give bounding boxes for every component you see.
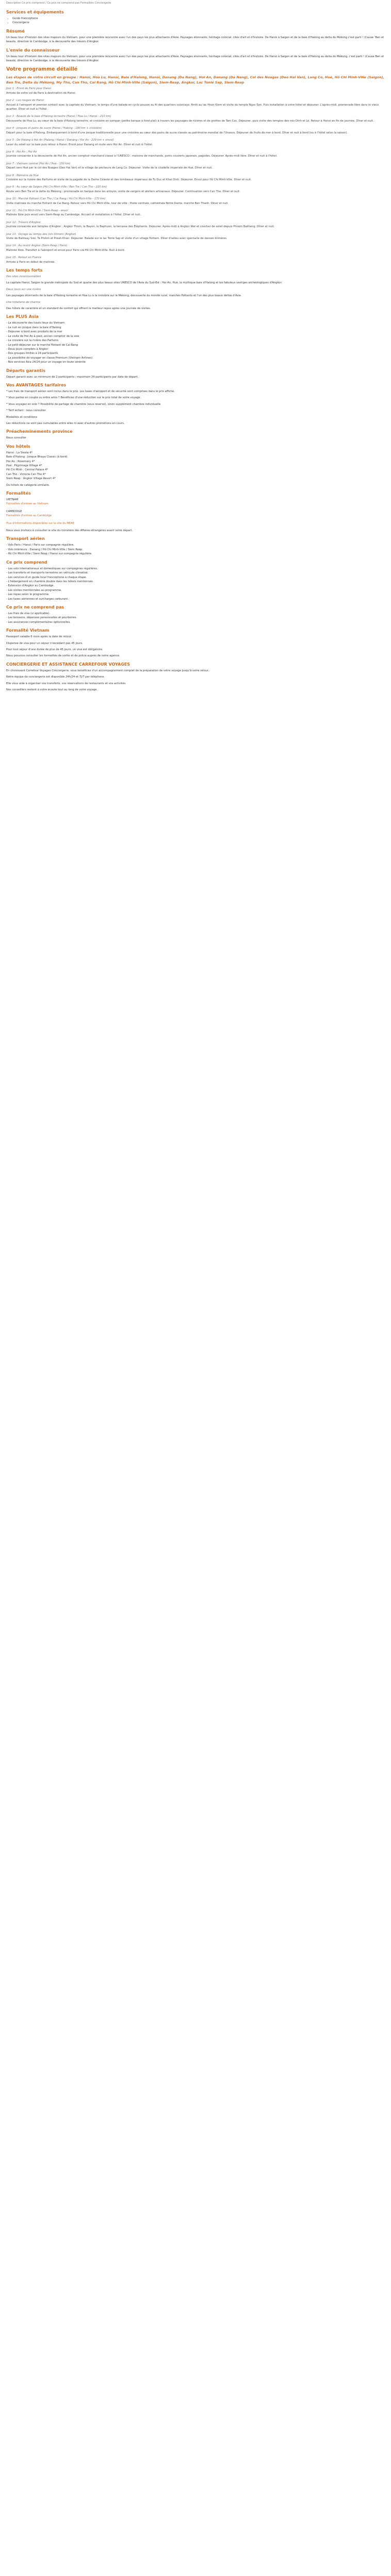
day-head: Jour 4 : Jonques et pains de sucre (Hanoi / Halong - 190 km + croisière) — [6, 127, 102, 130]
services-list — [6, 16, 385, 25]
hotels-list — [6, 451, 385, 481]
list-item: - Les boissons, dépenses personnelles et pourboires. — [6, 616, 385, 620]
formalites-link[interactable]: Plus d'informations disponibles sur le site du MEAE — [6, 521, 75, 525]
formalites-label: VIETNAM — [6, 498, 19, 502]
day-body: Visite de Banteay Srei, Ta Prohm et Preah Khan. Déjeuner. Balade sur le lac Tonlé Sap et visite d'un village flottant. Dîner d'adieu avec spectacle de danses khmères. — [6, 237, 227, 240]
envie-text: Un beau tour d'horizon des sites majeurs du Vietnam, pour une première rencontre avec l'un des pays les plus attachants d'Asie. Paysages étonnants, héritage colonial, cités d'art et d'histoire. De Hanoi à Saigon et de la baie d'Halong au delta du Mékong, c'est parti ! (Cause Ben et beauté, direction le Cambodge, à la découverte des trésors d'Angkor. — [6, 55, 384, 63]
formalites-link[interactable]: Formalités d'entrée au Cambodge — [6, 514, 52, 518]
day-item — [6, 162, 385, 171]
day-head: Jour 2 : Les rouges de Hanoi — [6, 99, 44, 103]
formalites-link[interactable]: Formalités d'entrée au Vietnam — [6, 502, 48, 506]
avantages-title: Vos AVANTAGES tarifaires — [6, 382, 67, 387]
temps-forts-title: Les temps forts — [6, 268, 43, 273]
formalites2-title: Formalité Vietnam — [6, 628, 50, 633]
list-item: - Déjeuner à bord avec produits de la mer — [6, 330, 385, 334]
list-item: - Les repas selon le programme. — [6, 592, 385, 597]
prechemin-text: Nous consulter — [6, 436, 26, 440]
day-item — [6, 138, 385, 147]
day-body: Matinée libre. Transfert à l'aéroport et envol pour Paris via Hô Chi Minh-Ville. Nuit à bord. — [6, 248, 125, 252]
resume-title: Résumé — [6, 28, 25, 33]
breadcrumb[interactable]: Description Ce prix comprend / Ce prix ne comprend pas Formalités Conciergerie — [6, 2, 111, 5]
list-item: - Nos services Asia 24/24 pour un voyage en toute sérénité — [6, 360, 385, 364]
day-item — [6, 244, 385, 252]
day-body: Route vers Ben Tre et le delta du Mékong : promenade en barque dans les arroyos, visite de vergers et ateliers artisanaux. Déjeuner. Continuation vers Can Tho. Dîner et nuit. — [6, 190, 240, 193]
conciergerie-p: Nos conseillers restent à votre écoute tout au long de votre voyage. — [6, 688, 98, 691]
prechemin-title: Préacheminements province — [6, 429, 73, 434]
transport-title: Transport aérien — [6, 536, 45, 541]
formalites-note: Nous vous invitons à consulter le site du ministère des Affaires étrangères avant votre départ. — [6, 529, 133, 533]
conciergerie-p: Notre équipe de conciergerie est disponible 24h/24 et 7j/7 par téléphone. — [6, 675, 105, 679]
day-head: Jour 11 : Hô Chi Minh-Ville / Siem-Reap - envol — [6, 209, 68, 212]
list-item: Hué : Pilgrimage Village 4* — [6, 464, 42, 467]
ne-comprend-pas-title: Ce prix ne comprend pas — [6, 604, 64, 609]
avantages-p: * Tarif enfant : nous consulter. — [6, 409, 47, 413]
day-item — [6, 221, 385, 229]
day-head: Jour 12 : Trésors d'Angkor — [6, 221, 41, 224]
list-item: - Les assurances complémentaires optionnelles. — [6, 620, 385, 624]
temps-forts-p: Des sites incontournables — [6, 275, 41, 279]
temps-forts-p: Les paysages étonnants de la baie d'Halong terrestre et Hoa Lu à la croisière sur le Mékong, découverte du monde rural, marchés flottants et l'un des plus beaux deltas d'Asie. — [6, 294, 242, 298]
day-head: Jour 5 : De Halong à Hoi An (Halong / Hanoi / Danang / Hoi An - 220 km + envol) — [6, 139, 114, 142]
formalites2-p: Nous pouvons consulter les formalités de sortie et de police auprès de notre agence. — [6, 654, 120, 658]
list-item: Can Tho : Victoria Can Tho 4* — [6, 472, 46, 476]
les-plus-list — [6, 321, 385, 364]
envie-title: L'envie du connaisseur — [6, 47, 60, 53]
programme-title: Votre programme détaillé — [6, 66, 78, 73]
departs-text: Départ garanti avec un minimum de 2 participants ; maximum 24 participants par date de départ. — [6, 375, 139, 379]
day-head: Jour 13 : Voyage au temps des rois khmers (Angkor) — [6, 232, 76, 236]
list-item: - Hô Chi Minh-Ville / Siem Reap / Hanoi sur compagnie régulière. — [6, 552, 385, 556]
day-body: Départ vers Hué par le col des Nuages (Deo Hai Van) et le village de pêcheurs de Lang Co. Déjeuner. Visite de la citadelle impériale de Hué. Dîner et nuit. — [6, 166, 213, 170]
formalites2-p: Pour tout séjour d'une durée de plus de 45 jours, un visa est obligatoire. — [6, 648, 103, 651]
list-item: • Guide francophone — [12, 16, 385, 21]
formalites-item — [6, 498, 385, 506]
temps-forts-p: Deux jours sur une rivière — [6, 287, 41, 291]
services-title: Services et équipements — [6, 10, 64, 14]
programme-days — [6, 87, 385, 264]
page — [0, 0, 391, 700]
day-head: Jour 7 : Vietnam central (Hoi An / Hué - 150 km) — [6, 162, 71, 165]
ne-comprend-pas-list — [6, 612, 385, 624]
day-body: Arrivée de votre vol de Paris à destination de Hanoi. — [6, 91, 76, 95]
list-item: Siem Reap : Angkor Village Resort 4* — [6, 477, 56, 481]
day-head: Jour 14 : Au revoir Angkor (Siem Reap / Paris) — [6, 244, 68, 248]
day-head: Jour 9 : Au cœur de Saigon (Hô Chi Minh-Ville / Ben Tre / Can Tho - 220 km) — [6, 185, 107, 189]
list-item: - La nuit en jonque dans la baie d'Halong — [6, 326, 385, 330]
list-item: - Vols intérieurs : Danang / Hô Chi Minh-Ville / Siem Reap. — [6, 548, 385, 552]
day-head: Jour 8 : Mémoire de Hué — [6, 174, 39, 177]
day-item — [6, 98, 385, 111]
list-item: - Extension d'Angkor au Cambodge. — [6, 584, 385, 588]
formalites2-p: Passeport valable 6 mois après la date de retour. — [6, 635, 72, 639]
list-item: - Les vols internationaux et domestiques sur compagnies régulières. — [6, 567, 385, 571]
comprend-title: Ce prix comprend — [6, 560, 47, 565]
departs-title: Départs garantis — [6, 368, 45, 373]
temps-forts-p: Une hôtellerie de charme — [6, 300, 40, 304]
list-item: - La visite de Hoi An à pied, ancien comptoir de la soie — [6, 334, 385, 338]
day-body: Accueil à l'aéroport et premier contact avec la capitale du Vietnam, le temps d'une balade en cyclo pousse au fil des quartiers coloniaux. Arrêt au lac Hoan Kiem et visite du temple Ngoc Son. Puis installation à votre hôtel et déjeuner. L'après-midi, promenade libre dans le vieux quartier. Dîner et nuit à l'hôtel. — [6, 103, 379, 111]
formalites-item — [6, 521, 385, 526]
list-item: - Les visites mentionnées au programme. — [6, 588, 385, 592]
programme-highlight: Les étapes de votre circuit en groupe : Hanoï, Hoa Lu, Hanoï, Baie d'Halong, Hanoï, Danang (Da Nang), Hoi An, Danang (Da Nang), Col des Nuages (Deo Hai Van), Lang Co, Hué, Hô Chi Minh-Ville (Saigon), Ben Tre, Delta du Mékong, My Tho, Can Tho, Cai Rang, Hô Chi Minh-Ville (Saigon), Siem-Reap, Angkor, Lac Tonlé Sap, Siem-Reap — [6, 75, 385, 85]
hotels-title: Vos hôtels — [6, 444, 30, 449]
list-item: Hanoi : La Siesta 4* — [6, 451, 33, 454]
formalites2-p: Dispense de visa pour un séjour n'excédant pas 45 jours. — [6, 641, 83, 645]
day-item — [6, 232, 385, 241]
conciergerie-title: CONCIERGERIE ET ASSISTANCE CARREFOUR VOYAGES — [6, 662, 131, 667]
formalites-title: Formalités — [6, 491, 31, 496]
list-item: - La croisière sur la rivière des Parfums — [6, 338, 385, 343]
day-body: Journée consacrée à la découverte de Hoi An, ancien comptoir marchand classé à l'UNESCO : maisons de marchands, ponts couverts japonais, pagodes. Déjeuner. Après-midi libre. Dîner et nuit à l'hôtel. — [6, 155, 278, 158]
day-body: Lever du soleil sur la baie puis retour à Hanoi. Envol pour Danang et route vers Hoi An. Dîner et nuit à l'hôtel. — [6, 143, 153, 146]
list-item: Hoi An : Rosemary 4* — [6, 460, 35, 463]
list-item: - Des groupes limités à 24 participants — [6, 351, 385, 355]
day-item — [6, 150, 385, 159]
avantages-p: Les réductions ne sont pas cumulables entre elles ni avec d'autres promotions en cours. — [6, 421, 125, 425]
day-head: Jour 3 : Beauté de la baie d'Halong terrestre (Hanoi / Hoa Lu / Hanoi - 210 km) — [6, 115, 111, 118]
day-item — [6, 114, 385, 123]
day-item — [6, 209, 385, 217]
conciergerie-p: En choisissant Carrefour Voyages Conciergerie, vous bénéficiez d'un accompagnement complet de la préparation de votre voyage jusqu'à votre retour. — [6, 669, 209, 672]
day-body: Départ pour la baie d'Halong. Embarquement à bord d'une jonque traditionnelle pour une croisière au cœur des pains de sucre classés au patrimoine mondial de l'Unesco. Déjeuner de fruits de mer à bord. Dîner et nuit à bord (ou à l'hôtel selon la saison). — [6, 131, 348, 134]
avantages-p: * Les frais de transport aérien sont inclus dans le prix. Les taxes d'aéroport et de sécurité sont comprises dans le prix affiché. — [6, 389, 175, 393]
temps-forts-p: La capitale Hanoi, Saigon la grande métropole du Sud et quatre des plus beaux sites UNESCO de l'Asie du Sud-Est : Hoi An, Hué, la mythique baie d'Halong et les fabuleux vestiges archéologiques d'Angkor. — [6, 281, 282, 285]
day-body: Visite matinale du marché flottant de Cai Rang. Retour vers Hô Chi Minh-Ville, tour de ville : Poste centrale, cathédrale Notre-Dame, marché Ben Thanh. Dîner et nuit. — [6, 201, 229, 205]
list-item: - Deux jours complets à Angkor — [6, 347, 385, 351]
list-item: Hô Chi Minh : Central Palace 4* — [6, 468, 48, 472]
list-item: - Les frais de visa (si applicable). — [6, 612, 385, 616]
list-item: - Les taxes aériennes et surcharges carburant. — [6, 597, 385, 601]
resume-text: Un beau tour d'horizon des sites majeurs du Vietnam, pour une première rencontre avec l'un des pays les plus attachants d'Asie. Paysages étonnants, héritage colonial, cités d'art et d'histoire. De Hanoi à Saigon et de la baie d'Halong au delta du Mékong c'est parti ! (Cause ‘Ben et beaute, direction le Cambodge, à la découverte des trésors d'Angkor. — [6, 36, 384, 44]
day-item — [6, 174, 385, 182]
list-item: - Les transferts et transports terrestres en véhicule climatisé. — [6, 571, 385, 575]
day-head: Jour 10 : Marché flottant (Can Tho / Cai Rang / Hô Chi Minh-Ville - 170 km) — [6, 197, 106, 201]
avantages-p: * Vous voyagez en solo ? Possibilité de partage de chambre (sous réserve), sinon supplément chambre individuelle. — [6, 402, 161, 406]
day-item — [6, 256, 385, 264]
day-item — [6, 87, 385, 95]
list-item: - Le petit-déjeuner sur le marché flottant de Cai Rang — [6, 343, 385, 347]
hotels-note: Ou hôtels de catégorie similaire. — [6, 483, 50, 487]
list-item: • Conciergerie — [12, 21, 385, 25]
day-body: Journée consacrée aux temples d'Angkor : Angkor Thom, le Bayon, le Baphuon, la terrasse des Éléphants. Déjeuner. Après-midi à Angkor Wat et coucher de soleil depuis Phnom Bakheng. Dîner et nuit. — [6, 225, 275, 229]
transport-list — [6, 543, 385, 556]
day-item — [6, 185, 385, 194]
comprend-list — [6, 567, 385, 601]
day-body: Découverte de Hoa Lu, au cœur de la baie d'Halong terrestre, et croisière en sampan (petite barque à fond plat) à travers les paysages de rizières et de grottes de Tam Coc. Déjeuner, puis visite des temples des rois Dinh et Lê. Retour à Hanoi en fin de journée. Dîner et nuit. — [6, 119, 374, 123]
list-item: - La possibilité de voyager en classe Premium (Vietnam Airlines) — [6, 356, 385, 360]
conciergerie-p: Elle vous aide à organiser vos transferts, vos réservations de restaurants et vos activités. — [6, 682, 126, 685]
avantages-p: * Vous partez en couple ou entre amis ? Bénéficiez d'une réduction sur le prix total de votre voyage. — [6, 396, 141, 400]
day-body: Arrivée à Paris en début de matinée. — [6, 260, 56, 264]
list-item: Baie d'Halong : Jonque Bhaya Classic (à bord) — [6, 455, 68, 459]
day-body: Croisière sur la rivière des Parfums et visite de la pagode de la Dame Céleste et des tombeaux impériaux de Tu Duc et Khai Dinh. Déjeuner. Envol pour Hô Chi Minh-Ville. Dîner et nuit. — [6, 178, 252, 181]
day-body: Matinée libre puis envol vers Siem-Reap au Cambodge. Accueil et installation à l'hôtel. Dîner et nuit. — [6, 213, 141, 217]
formalites-item — [6, 510, 385, 518]
avantages-p: Modalités et conditions — [6, 415, 38, 419]
day-head: Jour 6 : Hoi An : Hoi An — [6, 150, 37, 154]
formalites-label: CAMBODGE — [6, 510, 22, 513]
list-item: - Vols Paris / Hanoi / Paris sur compagnie régulière. — [6, 543, 385, 547]
day-head: Jour 15 : Retour en France — [6, 256, 42, 260]
list-item: - La découverte des hauts lieux du Vietnam — [6, 321, 385, 325]
les-plus-title: Les PLUS Asia — [6, 314, 39, 319]
list-item: - Les services d'un guide local francophone à chaque étape. — [6, 575, 385, 580]
day-head: Jour 1 : Envol de Paris pour Hanoi — [6, 87, 51, 91]
list-item: - L'hébergement en chambre double dans les hôtels mentionnés. — [6, 580, 385, 584]
day-item — [6, 197, 385, 206]
temps-forts-p: Des hôtels de caractère et un standard de confort qui offrent le meilleur repos après une journée de visites. — [6, 307, 151, 311]
day-item — [6, 126, 385, 135]
